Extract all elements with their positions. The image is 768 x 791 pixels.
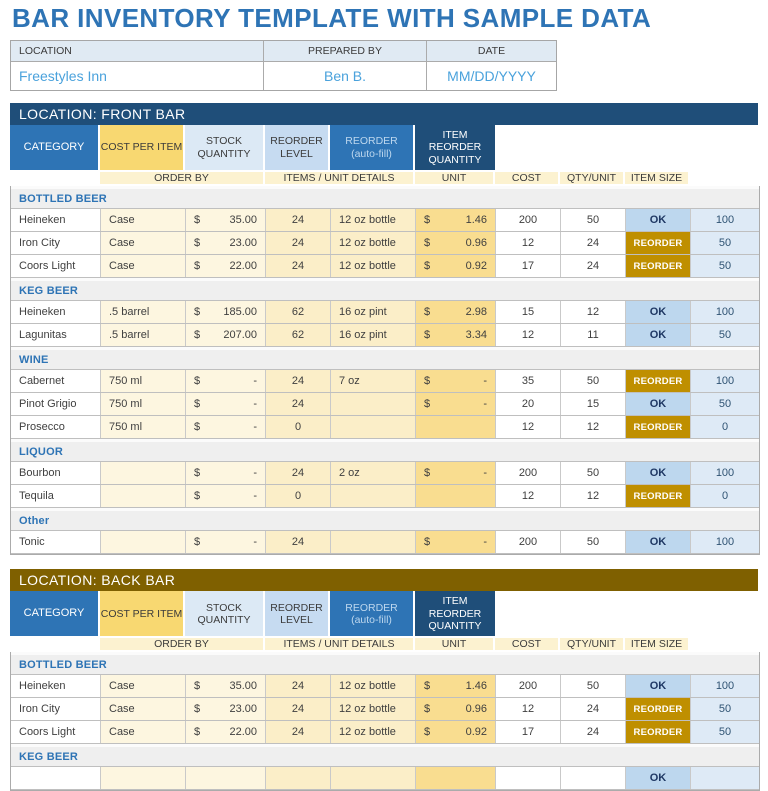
reorder-level-cell[interactable]	[561, 767, 626, 789]
currency-symbol: $	[194, 306, 201, 319]
reorder-level-cell[interactable]: 50	[561, 462, 626, 484]
stock-quantity-cell[interactable]: 200	[496, 531, 561, 553]
amount: 0.96	[465, 703, 487, 716]
header-unit: UNIT	[415, 638, 495, 652]
reorder-status-cell[interactable]: REORDER	[626, 485, 691, 507]
reorder-status-cell[interactable]: REORDER	[626, 721, 691, 743]
header-cost-per-item: COST PER ITEM	[100, 125, 185, 172]
header-cost-per-item: COST PER ITEM	[100, 591, 185, 638]
unit-cell[interactable]: Case	[101, 721, 186, 743]
item-reorder-qty-cell[interactable]: 50	[691, 393, 759, 415]
item-reorder-qty-cell[interactable]: 0	[691, 485, 759, 507]
stock-quantity-cell[interactable]: 12	[496, 416, 561, 438]
unit-cell[interactable]: Case	[101, 255, 186, 277]
amount: -	[483, 536, 487, 549]
category-row	[11, 744, 759, 767]
item-name-cell[interactable]: Heineken	[11, 675, 101, 697]
amount: -	[253, 467, 257, 480]
qty-per-unit-cell[interactable]: 0	[266, 485, 331, 507]
category-row	[11, 278, 759, 301]
amount: -	[483, 375, 487, 388]
amount: 23.00	[229, 703, 257, 716]
header-autofill-sublabel: (auto-fill)	[351, 613, 392, 626]
cost-cell[interactable]	[186, 675, 266, 697]
item-reorder-qty-cell[interactable]: 100	[691, 301, 759, 323]
amount: 0.92	[465, 260, 487, 273]
header-reorder-level: REORDER LEVEL	[265, 591, 330, 638]
item-name-cell[interactable]: Pinot Grigio	[11, 393, 101, 415]
cost-cell[interactable]	[186, 370, 266, 392]
currency-symbol: $	[194, 214, 201, 227]
cost-per-item-cell[interactable]	[416, 485, 496, 507]
stock-quantity-cell[interactable]: 12	[496, 232, 561, 254]
info-header-location: LOCATION	[11, 41, 264, 62]
reorder-status-cell[interactable]: OK	[626, 675, 691, 697]
reorder-level-cell[interactable]: 24	[561, 232, 626, 254]
item-name-cell[interactable]: Iron City	[11, 232, 101, 254]
stock-quantity-cell[interactable]: 200	[496, 462, 561, 484]
item-name-cell[interactable]: Cabernet	[11, 370, 101, 392]
section-title-bar: LOCATION: FRONT BAR	[10, 103, 758, 125]
currency-symbol: $	[194, 467, 201, 480]
table-body	[10, 186, 760, 555]
currency-symbol: $	[424, 214, 431, 227]
stock-quantity-cell[interactable]	[496, 767, 561, 789]
currency-symbol: $	[424, 536, 431, 549]
currency-symbol: $	[194, 375, 201, 388]
amount: 1.46	[465, 680, 487, 693]
category-row	[11, 186, 759, 209]
qty-per-unit-cell[interactable]: 24	[266, 675, 331, 697]
header-stock-quantity: STOCK QUANTITY	[185, 125, 265, 172]
item-name-cell[interactable]: Coors Light	[11, 255, 101, 277]
reorder-status-cell[interactable]: OK	[626, 301, 691, 323]
unit-cell[interactable]: .5 barrel	[101, 324, 186, 346]
amount: -	[253, 536, 257, 549]
reorder-status-cell[interactable]: REORDER	[626, 416, 691, 438]
item-name-cell[interactable]: Lagunitas	[11, 324, 101, 346]
reorder-status-cell[interactable]: OK	[626, 324, 691, 346]
category-row	[11, 508, 759, 531]
item-reorder-qty-cell[interactable]: 50	[691, 324, 759, 346]
cost-cell[interactable]	[186, 485, 266, 507]
currency-symbol: $	[194, 421, 201, 434]
item-row	[11, 393, 759, 416]
reorder-status-cell[interactable]: OK	[626, 767, 691, 789]
reorder-level-cell[interactable]: 50	[561, 370, 626, 392]
item-row	[11, 721, 759, 744]
item-reorder-qty-cell[interactable]: 100	[691, 209, 759, 231]
currency-symbol: $	[194, 398, 201, 411]
item-size-cell[interactable]: 12 oz bottle	[331, 232, 416, 254]
back-bar-section	[10, 569, 758, 791]
reorder-level-cell[interactable]: 50	[561, 531, 626, 553]
amount: -	[253, 490, 257, 503]
unit-cell[interactable]: 750 ml	[101, 370, 186, 392]
currency-symbol: $	[424, 375, 431, 388]
unit-cell[interactable]: 750 ml	[101, 416, 186, 438]
item-size-cell[interactable]: 2 oz	[331, 462, 416, 484]
cost-per-item-cell[interactable]	[416, 255, 496, 277]
item-row	[11, 209, 759, 232]
amount: 35.00	[229, 214, 257, 227]
reorder-status-cell[interactable]: REORDER	[626, 255, 691, 277]
currency-symbol: $	[194, 237, 201, 250]
amount: 1.46	[465, 214, 487, 227]
item-row	[11, 324, 759, 347]
stock-quantity-cell[interactable]: 200	[496, 675, 561, 697]
currency-symbol: $	[194, 536, 201, 549]
amount: 23.00	[229, 237, 257, 250]
header-item-size: ITEM SIZE	[625, 638, 690, 652]
item-size-cell[interactable]: 16 oz pint	[331, 301, 416, 323]
cost-per-item-cell[interactable]	[416, 324, 496, 346]
stock-quantity-cell[interactable]: 200	[496, 209, 561, 231]
reorder-level-cell[interactable]: 24	[561, 698, 626, 720]
category-label: KEG BEER	[19, 750, 79, 763]
reorder-status-cell[interactable]: OK	[626, 531, 691, 553]
header-reorder-autofill	[330, 125, 415, 172]
item-size-cell[interactable]	[331, 485, 416, 507]
item-size-cell[interactable]: 12 oz bottle	[331, 721, 416, 743]
unit-cell[interactable]	[101, 531, 186, 553]
category-label: BOTTLED BEER	[19, 192, 107, 205]
amount: 0.92	[465, 726, 487, 739]
item-size-cell[interactable]: 12 oz bottle	[331, 675, 416, 697]
category-row	[11, 652, 759, 675]
unit-cell[interactable]: .5 barrel	[101, 301, 186, 323]
amount: 3.34	[465, 329, 487, 342]
item-row	[11, 416, 759, 439]
reorder-level-cell[interactable]: 12	[561, 301, 626, 323]
reorder-level-cell[interactable]: 12	[561, 416, 626, 438]
stock-quantity-cell[interactable]: 20	[496, 393, 561, 415]
prepared-by-value-cell[interactable]: Ben B.	[264, 62, 427, 90]
header-qty-unit: QTY/UNIT	[560, 638, 625, 652]
currency-symbol: $	[424, 237, 431, 250]
currency-symbol: $	[424, 306, 431, 319]
category-row	[11, 347, 759, 370]
section-title-bar: LOCATION: BACK BAR	[10, 569, 758, 591]
header-autofill-sublabel: (auto-fill)	[351, 147, 392, 160]
currency-symbol: $	[194, 490, 201, 503]
item-size-cell[interactable]: 12 oz bottle	[331, 698, 416, 720]
category-label: BOTTLED BEER	[19, 658, 107, 671]
header-reorder-label: REORDER	[345, 135, 398, 148]
item-reorder-qty-cell[interactable]: 100	[691, 675, 759, 697]
header-items-unit-details: ITEMS / UNIT DETAILS	[265, 172, 415, 186]
qty-per-unit-cell[interactable]: 62	[266, 301, 331, 323]
item-row	[11, 698, 759, 721]
cost-cell[interactable]	[186, 767, 266, 789]
cost-per-item-cell[interactable]	[416, 721, 496, 743]
amount: 22.00	[229, 260, 257, 273]
cost-cell[interactable]	[186, 531, 266, 553]
item-name-cell[interactable]	[11, 767, 101, 789]
currency-symbol: $	[424, 467, 431, 480]
amount: 0.96	[465, 237, 487, 250]
location-value-cell[interactable]: Freestyles Inn	[11, 62, 264, 90]
currency-symbol: $	[194, 260, 201, 273]
reorder-status-cell[interactable]: REORDER	[626, 698, 691, 720]
item-size-cell[interactable]: 7 oz	[331, 370, 416, 392]
info-header-date: DATE	[427, 41, 556, 62]
reorder-level-cell[interactable]: 12	[561, 485, 626, 507]
amount: -	[253, 421, 257, 434]
item-row	[11, 370, 759, 393]
cost-cell[interactable]	[186, 416, 266, 438]
item-size-cell[interactable]	[331, 767, 416, 789]
item-name-cell[interactable]: Iron City	[11, 698, 101, 720]
reorder-status-cell[interactable]: OK	[626, 462, 691, 484]
unit-cell[interactable]: Case	[101, 232, 186, 254]
qty-per-unit-cell[interactable]: 24	[266, 721, 331, 743]
amount: 22.00	[229, 726, 257, 739]
item-row	[11, 462, 759, 485]
unit-cell[interactable]	[101, 485, 186, 507]
stock-quantity-cell[interactable]: 12	[496, 698, 561, 720]
reorder-level-cell[interactable]: 24	[561, 255, 626, 277]
qty-per-unit-cell[interactable]: 62	[266, 324, 331, 346]
header-category: CATEGORY	[10, 125, 100, 172]
header-items-unit-details: ITEMS / UNIT DETAILS	[265, 638, 415, 652]
item-size-cell[interactable]	[331, 416, 416, 438]
currency-symbol: $	[424, 680, 431, 693]
item-reorder-qty-cell[interactable]: 100	[691, 462, 759, 484]
item-size-cell[interactable]	[331, 531, 416, 553]
currency-symbol: $	[424, 398, 431, 411]
front-bar-section	[10, 103, 758, 555]
table-body	[10, 652, 760, 791]
header-qty-unit: QTY/UNIT	[560, 172, 625, 186]
qty-per-unit-cell[interactable]: 24	[266, 370, 331, 392]
qty-per-unit-cell[interactable]: 24	[266, 393, 331, 415]
item-name-cell[interactable]: Tequila	[11, 485, 101, 507]
item-row	[11, 255, 759, 278]
header-category: CATEGORY	[10, 591, 100, 638]
cost-per-item-cell[interactable]	[416, 370, 496, 392]
currency-symbol: $	[424, 260, 431, 273]
cost-cell[interactable]	[186, 462, 266, 484]
header-unit: UNIT	[415, 172, 495, 186]
header-reorder-level: REORDER LEVEL	[265, 125, 330, 172]
item-row	[11, 767, 759, 790]
page-title: BAR INVENTORY TEMPLATE WITH SAMPLE DATA	[12, 3, 652, 33]
header-cost: COST	[495, 172, 560, 186]
currency-symbol: $	[194, 329, 201, 342]
spreadsheet-page	[0, 3, 768, 785]
item-name-cell[interactable]: Prosecco	[11, 416, 101, 438]
cost-per-item-cell[interactable]	[416, 531, 496, 553]
reorder-level-cell[interactable]: 15	[561, 393, 626, 415]
amount: -	[253, 398, 257, 411]
item-size-cell[interactable]: 12 oz bottle	[331, 255, 416, 277]
qty-per-unit-cell[interactable]: 24	[266, 462, 331, 484]
info-table	[10, 40, 557, 91]
reorder-status-cell[interactable]: OK	[626, 393, 691, 415]
table-header	[10, 125, 758, 186]
unit-cell[interactable]: Case	[101, 209, 186, 231]
cost-per-item-cell[interactable]	[416, 232, 496, 254]
cost-cell[interactable]	[186, 324, 266, 346]
stock-quantity-cell[interactable]: 12	[496, 324, 561, 346]
item-row	[11, 232, 759, 255]
stock-quantity-cell[interactable]: 12	[496, 485, 561, 507]
table-header	[10, 591, 758, 652]
stock-quantity-cell[interactable]: 17	[496, 721, 561, 743]
reorder-status-cell[interactable]: OK	[626, 209, 691, 231]
item-name-cell[interactable]: Tonic	[11, 531, 101, 553]
cost-cell[interactable]	[186, 301, 266, 323]
cost-per-item-cell[interactable]	[416, 416, 496, 438]
item-reorder-qty-cell[interactable]: 50	[691, 698, 759, 720]
qty-per-unit-cell[interactable]: 24	[266, 698, 331, 720]
reorder-level-cell[interactable]: 50	[561, 209, 626, 231]
header-order-by: ORDER BY	[100, 172, 265, 186]
item-row	[11, 485, 759, 508]
cost-per-item-cell[interactable]	[416, 675, 496, 697]
item-row	[11, 675, 759, 698]
item-size-cell[interactable]	[331, 393, 416, 415]
category-label: WINE	[19, 353, 49, 366]
item-reorder-qty-cell[interactable]	[691, 767, 759, 789]
category-row	[11, 439, 759, 462]
cost-cell[interactable]	[186, 209, 266, 231]
currency-symbol: $	[194, 726, 201, 739]
cost-per-item-cell[interactable]	[416, 209, 496, 231]
item-reorder-qty-cell[interactable]: 100	[691, 370, 759, 392]
header-item-size: ITEM SIZE	[625, 172, 690, 186]
item-row	[11, 301, 759, 324]
cost-per-item-cell[interactable]	[416, 393, 496, 415]
unit-cell[interactable]: 750 ml	[101, 393, 186, 415]
header-reorder-label: REORDER	[345, 601, 398, 614]
stock-quantity-cell[interactable]: 15	[496, 301, 561, 323]
category-label: Other	[19, 514, 50, 527]
amount: 2.98	[465, 306, 487, 319]
item-reorder-qty-cell[interactable]: 100	[691, 531, 759, 553]
item-size-cell[interactable]: 16 oz pint	[331, 324, 416, 346]
header-stock-quantity: STOCK QUANTITY	[185, 591, 265, 638]
amount: 185.00	[223, 306, 257, 319]
header-reorder-autofill	[330, 591, 415, 638]
reorder-level-cell[interactable]: 11	[561, 324, 626, 346]
currency-symbol: $	[194, 680, 201, 693]
amount: 35.00	[229, 680, 257, 693]
item-name-cell[interactable]: Coors Light	[11, 721, 101, 743]
item-name-cell[interactable]: Heineken	[11, 209, 101, 231]
stock-quantity-cell[interactable]: 35	[496, 370, 561, 392]
cost-per-item-cell[interactable]	[416, 462, 496, 484]
item-reorder-qty-cell[interactable]: 50	[691, 255, 759, 277]
unit-cell[interactable]	[101, 462, 186, 484]
unit-cell[interactable]: Case	[101, 698, 186, 720]
header-cost: COST	[495, 638, 560, 652]
stock-quantity-cell[interactable]: 17	[496, 255, 561, 277]
reorder-level-cell[interactable]: 50	[561, 675, 626, 697]
category-label: LIQUOR	[19, 445, 63, 458]
cost-per-item-cell[interactable]	[416, 301, 496, 323]
amount: 207.00	[223, 329, 257, 342]
cost-cell[interactable]	[186, 721, 266, 743]
header-order-by: ORDER BY	[100, 638, 265, 652]
reorder-status-cell[interactable]: REORDER	[626, 232, 691, 254]
amount: -	[483, 398, 487, 411]
qty-per-unit-cell[interactable]: 24	[266, 531, 331, 553]
reorder-status-cell[interactable]: REORDER	[626, 370, 691, 392]
unit-cell[interactable]: Case	[101, 675, 186, 697]
header-item-reorder-quantity: ITEM REORDER QUANTITY	[415, 591, 495, 638]
unit-cell[interactable]	[101, 767, 186, 789]
qty-per-unit-cell[interactable]	[266, 767, 331, 789]
item-name-cell[interactable]: Heineken	[11, 301, 101, 323]
item-reorder-qty-cell[interactable]: 50	[691, 721, 759, 743]
qty-per-unit-cell[interactable]: 24	[266, 232, 331, 254]
amount: -	[483, 467, 487, 480]
currency-symbol: $	[424, 703, 431, 716]
currency-symbol: $	[424, 329, 431, 342]
cost-per-item-cell[interactable]	[416, 767, 496, 789]
reorder-level-cell[interactable]: 24	[561, 721, 626, 743]
cost-cell[interactable]	[186, 698, 266, 720]
item-row	[11, 531, 759, 554]
item-name-cell[interactable]: Bourbon	[11, 462, 101, 484]
header-item-reorder-quantity: ITEM REORDER QUANTITY	[415, 125, 495, 172]
currency-symbol: $	[194, 703, 201, 716]
cost-cell[interactable]	[186, 232, 266, 254]
item-size-cell[interactable]: 12 oz bottle	[331, 209, 416, 231]
qty-per-unit-cell[interactable]: 0	[266, 416, 331, 438]
date-value-cell[interactable]: MM/DD/YYYY	[427, 62, 556, 90]
info-header-prepared-by: PREPARED BY	[264, 41, 427, 62]
item-reorder-qty-cell[interactable]: 50	[691, 232, 759, 254]
item-reorder-qty-cell[interactable]: 0	[691, 416, 759, 438]
category-label: KEG BEER	[19, 284, 79, 297]
qty-per-unit-cell[interactable]: 24	[266, 209, 331, 231]
cost-cell[interactable]	[186, 255, 266, 277]
amount: -	[253, 375, 257, 388]
qty-per-unit-cell[interactable]: 24	[266, 255, 331, 277]
cost-per-item-cell[interactable]	[416, 698, 496, 720]
currency-symbol: $	[424, 726, 431, 739]
cost-cell[interactable]	[186, 393, 266, 415]
